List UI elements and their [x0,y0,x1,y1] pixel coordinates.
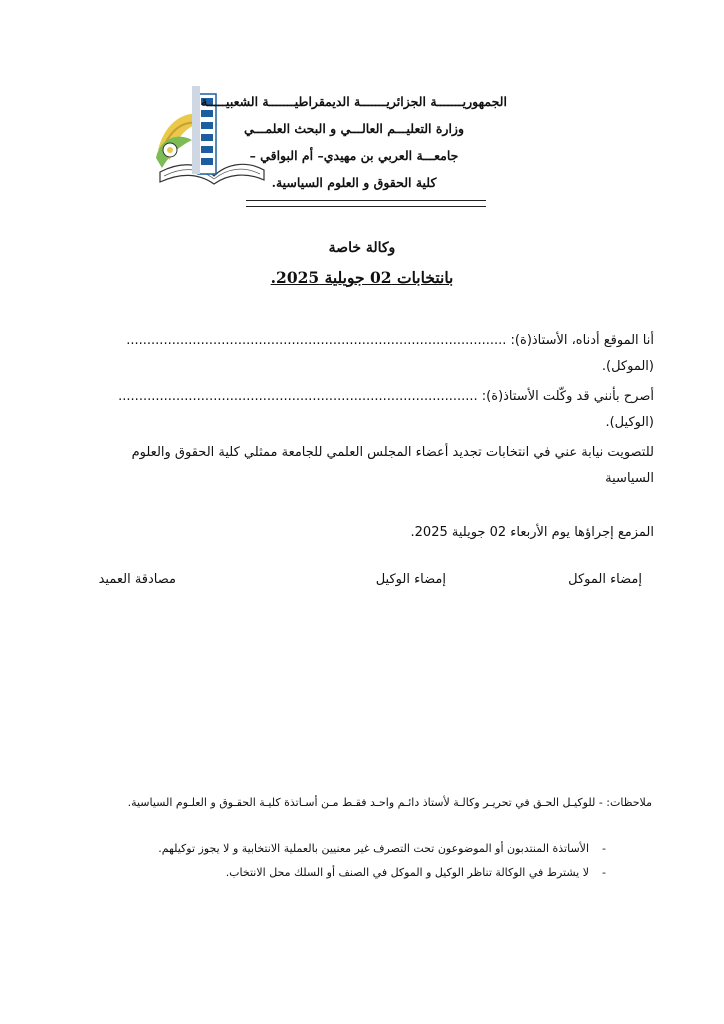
signature-dean-label: مصادقة العميد [98,572,176,587]
header-block [189,88,519,196]
document-subtitle: بانتخابات 02 جويلية 2025. [270,268,454,287]
header-ministry: وزارة التعليـــم العالـــي و البحث العلمـــي [243,121,465,136]
header-divider [246,200,486,207]
election-date-line: المزمع إجراؤها يوم الأربعاء 02 جويلية 2025. [410,525,654,540]
header-university: جامعـــة العربي بن مهيدي– أم البواقي – [249,148,459,163]
signature-principal-label: إمضاء الموكل [568,572,642,587]
agent-line: أصرح بأنني قد وكّلت الأستاذ(ة): ....................................................................................... (الوكيل). [118,389,654,430]
note-item [226,866,619,879]
document-title: وكالة خاصة [328,240,396,256]
notes-intro: ملاحظات: - للوكيـل الحـق في تحريـر وكالـة لأستاذ دائـم واحـد فقـط مـن أسـاتذة كليـة الحقـوق و العلـوم السياسية. [127,796,652,809]
note-dash: - [602,866,606,879]
note-item [158,842,619,855]
note-text: لا يشترط في الوكالة تناظر الوكيل و الموكل في الصنف أو السلك محل الانتخاب. [225,866,589,879]
header-faculty: كلية الحقوق و العلوم السياسية. [271,175,437,190]
principal-line: أنا الموقع أدناه، الأستاذ(ة): ............................................................................................ (الموكل). [126,333,654,374]
note-text: الأساتذة المنتدبون أو الموضوعون تحت التصرف غير معنيين بالعملية الانتخابية و لا يجوز توكيلهم. [158,842,589,855]
note-dash: - [602,842,606,855]
signature-agent-label: إمضاء الوكيل [375,572,446,587]
header-republic: الجمهوريـــــــة الجزائريـــــــة الديمقراطيـــــــة الشعبيـــــة [201,94,507,109]
purpose-paragraph: للتصويت نيابة عني في انتخابات تجديد أعضاء المجلس العلمي للجامعة ممثلي كلية الحقوق والعلوم السياسية [131,445,654,486]
